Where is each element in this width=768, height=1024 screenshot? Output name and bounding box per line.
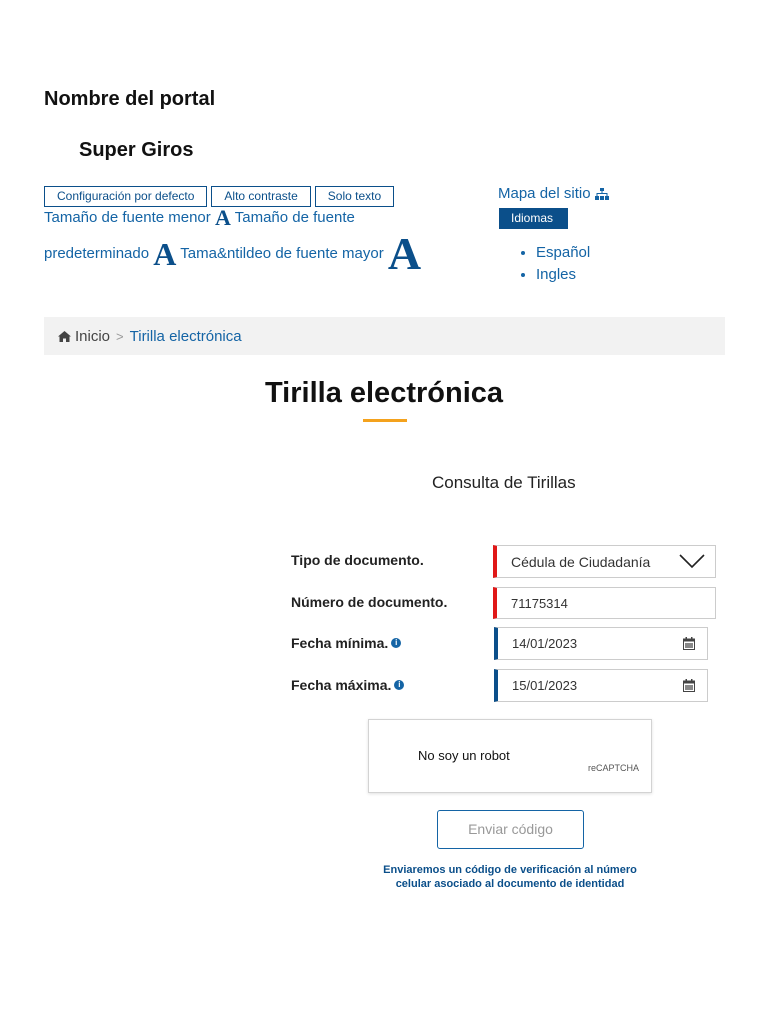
font-default-link[interactable]	[44, 236, 177, 273]
recaptcha-label: No soy un robot	[418, 748, 510, 763]
font-smaller-link[interactable]	[44, 205, 231, 231]
recaptcha-brand: reCAPTCHA	[587, 763, 639, 773]
font-smaller-icon: A	[214, 205, 231, 231]
home-icon	[58, 331, 71, 342]
date-max-label	[291, 677, 404, 693]
sitemap-icon	[595, 188, 609, 200]
info-icon[interactable]: i	[394, 680, 404, 690]
doc-number-label-text: Número de documento.	[291, 594, 448, 610]
language-list	[520, 244, 590, 288]
form-subtitle: Consulta de Tirillas	[432, 473, 576, 492]
send-code-button[interactable]: Enviar código	[437, 810, 584, 849]
font-larger-link[interactable]	[180, 228, 422, 280]
recaptcha-widget[interactable]	[368, 719, 652, 793]
default-config-button[interactable]: Configuración por defecto	[44, 186, 207, 207]
date-min-input[interactable]	[494, 627, 708, 660]
doc-number-value: 71175314	[511, 595, 568, 611]
verification-note	[355, 863, 665, 891]
chevron-down-icon	[679, 553, 705, 569]
breadcrumb	[44, 317, 725, 355]
info-icon[interactable]: i	[391, 638, 401, 648]
language-option-english[interactable]: • Ingles	[536, 266, 590, 283]
breadcrumb-separator: >	[116, 328, 124, 344]
doc-number-input[interactable]	[493, 587, 716, 619]
sitemap-label: Mapa del sitio	[498, 185, 591, 202]
doc-type-label-text: Tipo de documento.	[291, 552, 424, 568]
date-max-input[interactable]	[494, 669, 708, 702]
text-only-button[interactable]: Solo texto	[315, 186, 394, 207]
breadcrumb-home-link[interactable]: Inicio	[75, 327, 111, 345]
date-min-label-text: Fecha mínima.	[291, 635, 389, 651]
doc-type-select[interactable]	[493, 545, 716, 578]
font-default-icon: A	[153, 236, 177, 273]
font-default-label-a[interactable]: Tamaño de fuente	[234, 209, 355, 226]
doc-type-value: Cédula de Ciudadanía	[511, 553, 651, 570]
languages-button[interactable]: Idiomas	[499, 208, 568, 229]
title-underline	[363, 419, 407, 422]
note-line-2: celular asociado al documento de identidad	[395, 878, 625, 890]
high-contrast-button[interactable]: Alto contraste	[211, 186, 310, 207]
portal-name: Nombre del portal	[44, 88, 216, 110]
font-larger-label: Tama&ntildeo de fuente mayor	[180, 245, 384, 263]
date-min-value: 14/01/2023	[512, 636, 578, 651]
calendar-icon[interactable]	[683, 637, 695, 650]
date-max-label-text: Fecha máxima.	[291, 677, 392, 693]
site-name: Super Giros	[79, 139, 194, 161]
language-option-spanish[interactable]: • Español	[536, 244, 590, 261]
sitemap-link[interactable]	[498, 185, 609, 202]
font-size-controls	[44, 204, 474, 280]
page-title: Tirilla electrónica	[264, 377, 504, 409]
date-min-label	[291, 635, 401, 651]
breadcrumb-current[interactable]: Tirilla electrónica	[129, 327, 242, 345]
doc-type-label	[291, 552, 424, 568]
date-max-value: 15/01/2023	[512, 678, 578, 693]
font-smaller-label: Tamaño de fuente menor	[44, 209, 211, 226]
calendar-icon[interactable]	[683, 679, 695, 692]
font-default-label-b: predeterminado	[44, 245, 150, 263]
font-larger-icon: A	[387, 228, 422, 280]
note-line-1: Enviaremos un código de verificación al número	[383, 864, 637, 876]
doc-number-label	[291, 594, 447, 610]
